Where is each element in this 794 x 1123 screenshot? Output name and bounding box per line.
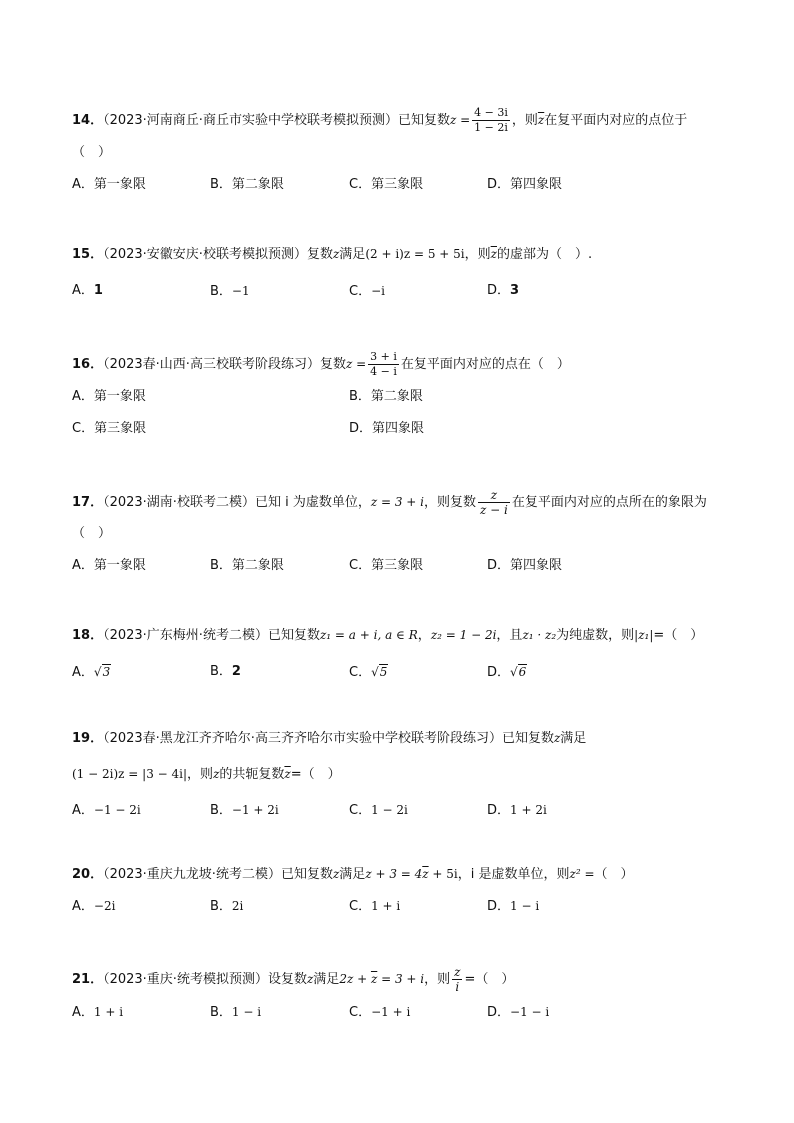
- option-text: 第一象限: [93, 558, 146, 573]
- question-14-options: [72, 176, 732, 194]
- option-b[interactable]: [210, 663, 241, 681]
- option-text: 6: [518, 665, 527, 679]
- question-19-stem-line1: [72, 729, 586, 748]
- option-label: C．: [349, 803, 372, 818]
- question-source: （2023春·黑龙江齐齐哈尔·高三齐齐哈尔市实验中学校联考阶段练习）: [103, 731, 502, 746]
- question-number: 16．: [72, 357, 104, 372]
- option-text: 第二象限: [231, 177, 284, 192]
- question-17-stem: [72, 488, 707, 517]
- question-source: （2023春·山西·高三校联考阶段练习）: [103, 357, 320, 372]
- stem-text: 设复数: [267, 972, 307, 987]
- option-label: C．: [349, 177, 372, 192]
- option-label: B．: [210, 558, 232, 573]
- option-label: A．: [72, 665, 94, 680]
- question-number: 21．: [72, 972, 104, 987]
- option-c[interactable]: [349, 282, 385, 301]
- option-text: 第一象限: [93, 177, 146, 192]
- option-text: −1: [231, 284, 250, 298]
- option-text: 第四象限: [510, 177, 563, 192]
- fraction-denominator: z − i: [480, 503, 508, 517]
- option-text: 第四象限: [510, 558, 563, 573]
- question-19-options: [72, 801, 732, 819]
- fraction-numerator: 3 + i: [370, 350, 397, 363]
- option-label: C．: [349, 558, 372, 573]
- stem-text: 已知 i 为虚数单位，: [254, 495, 371, 510]
- option-label: B．: [210, 1005, 232, 1020]
- equation: (1 − 2i)z = |3 − 4i|: [72, 767, 188, 781]
- math-zbar: $\overline{z}$: [490, 247, 497, 261]
- equation: z² =: [569, 867, 595, 881]
- option-text: 2: [231, 664, 241, 679]
- stem-text: 满足: [560, 731, 587, 746]
- option-a[interactable]: [72, 801, 141, 820]
- equation: z + 3 = 4: [365, 867, 423, 881]
- option-d[interactable]: [487, 897, 539, 916]
- option-text: 2i: [231, 899, 244, 913]
- option-c[interactable]: [349, 1003, 410, 1022]
- option-text: 1 − 2i: [371, 803, 408, 817]
- stem-text: 复数: [319, 357, 346, 372]
- stem-text: ，则复数: [424, 495, 477, 510]
- question-16-options-row2: [72, 420, 732, 438]
- option-a[interactable]: [72, 282, 103, 300]
- option-text: −1 − 2i: [93, 803, 141, 817]
- option-c[interactable]: [349, 897, 400, 916]
- option-label: A．: [72, 803, 94, 818]
- option-b[interactable]: [349, 388, 423, 406]
- option-text: 第三象限: [371, 558, 424, 573]
- question-17-paren: （ ）: [72, 526, 112, 541]
- question-18-options: [72, 663, 732, 681]
- option-text: 第一象限: [93, 389, 146, 404]
- math-z: z =: [345, 357, 367, 371]
- stem-text: 满足: [339, 247, 366, 262]
- math-z: z: [332, 867, 340, 881]
- fraction-numerator: z: [478, 488, 510, 503]
- stem-text: ，: [417, 628, 431, 643]
- stem-text: 的虚部为（ ）.: [496, 247, 593, 262]
- option-text: 3: [510, 283, 520, 298]
- question-16-options-row1: [72, 388, 732, 406]
- stem-text: 已知复数: [267, 628, 320, 643]
- option-b[interactable]: [210, 557, 284, 575]
- stem-text: =（ ）: [464, 972, 515, 987]
- option-b[interactable]: [210, 176, 284, 194]
- option-label: B．: [349, 389, 371, 404]
- math-zbar: $\overline{z}$: [284, 767, 291, 781]
- equation: 2z +: [339, 972, 371, 986]
- equation: |z₁|: [634, 628, 654, 642]
- option-text: 5: [379, 665, 388, 679]
- option-d[interactable]: [487, 1003, 549, 1022]
- option-d[interactable]: [487, 282, 519, 300]
- stem-text: =（ ）: [290, 767, 341, 782]
- stem-text: =（ ）: [653, 628, 704, 643]
- question-15-options: [72, 282, 732, 300]
- option-b[interactable]: [210, 801, 279, 820]
- question-number: 14．: [72, 113, 104, 128]
- question-number: 15．: [72, 247, 104, 262]
- option-label: C．: [349, 1005, 372, 1020]
- stem-text: 满足: [339, 867, 366, 882]
- option-label: D．: [487, 1005, 511, 1020]
- option-c[interactable]: [349, 801, 408, 820]
- option-b[interactable]: [210, 1003, 261, 1022]
- stem-text: 已知复数: [397, 113, 450, 128]
- stem-text: ，则: [187, 767, 214, 782]
- stem-text: ，i 是虚数单位，则: [457, 867, 570, 882]
- option-d[interactable]: [487, 176, 562, 194]
- option-text: 1 + i: [371, 899, 401, 913]
- stem-text: 在复平面内对应的点位于: [544, 113, 688, 128]
- equation: z₁ · z₂: [522, 628, 557, 642]
- option-text: 第二象限: [231, 558, 284, 573]
- stem-text: 满足: [313, 972, 340, 987]
- question-20-options: [72, 897, 732, 915]
- option-a[interactable]: [72, 663, 111, 682]
- option-label: C．: [72, 421, 95, 436]
- question-17-options: [72, 557, 732, 575]
- option-d[interactable]: [487, 801, 547, 820]
- math-zbar: $\overline{z}$: [370, 972, 378, 986]
- option-d[interactable]: [349, 420, 424, 438]
- sqrt: √6: [510, 665, 527, 679]
- option-c[interactable]: [349, 663, 388, 682]
- fraction-numerator: z: [454, 965, 461, 979]
- math-z: z =: [449, 113, 471, 127]
- option-label: C．: [349, 899, 372, 914]
- option-label: D．: [487, 558, 511, 573]
- question-source: （2023·河南商丘·商丘市实验中学校联考模拟预测）: [103, 113, 398, 128]
- equation: z = 3 + i: [370, 495, 425, 509]
- question-15-stem: [72, 245, 592, 264]
- fraction-denominator: i: [455, 980, 460, 994]
- equation: z₁ = a + i, a ∈ R: [319, 628, 418, 642]
- option-d[interactable]: [487, 663, 527, 682]
- equation: = 3 + i: [377, 972, 425, 986]
- question-number: 19．: [72, 731, 104, 746]
- option-text: 1 + 2i: [510, 803, 547, 817]
- option-text: 1 + i: [93, 1005, 124, 1019]
- question-source: （2023·湖南·校联考二模）: [103, 495, 255, 510]
- option-b[interactable]: [210, 282, 250, 301]
- question-14-stem: [72, 106, 687, 135]
- stem-text: ，则: [424, 972, 451, 987]
- question-18-stem: [72, 626, 703, 645]
- question-source: （2023·广东梅州·统考二模）: [103, 628, 268, 643]
- question-source: （2023·安徽安庆·校联考模拟预测）: [103, 247, 307, 262]
- option-text: 1: [93, 283, 103, 298]
- option-text: 3: [102, 665, 111, 679]
- option-text: 第三象限: [94, 421, 147, 436]
- option-label: C．: [349, 284, 372, 299]
- option-text: 1 − i: [231, 1005, 262, 1019]
- sqrt: √5: [371, 665, 388, 679]
- fraction: [478, 488, 510, 517]
- fraction: [472, 106, 510, 135]
- question-number: 20．: [72, 867, 104, 882]
- option-text: −1 − i: [510, 1005, 550, 1019]
- fraction: [452, 965, 462, 994]
- option-c[interactable]: [349, 557, 423, 575]
- stem-text: 已知复数: [280, 867, 333, 882]
- option-label: A．: [72, 1005, 94, 1020]
- option-a[interactable]: [72, 897, 115, 916]
- option-text: 第三象限: [371, 177, 424, 192]
- option-text: −1 + 2i: [231, 803, 279, 817]
- fraction-denominator: 4 − i: [370, 365, 397, 378]
- question-source: （2023·重庆九龙坡·统考二模）: [103, 867, 281, 882]
- equation: z₂ = 1 − 2i: [430, 628, 497, 642]
- option-label: D．: [349, 421, 373, 436]
- option-a[interactable]: [72, 557, 146, 575]
- option-text: −1 + i: [371, 1005, 411, 1019]
- option-d[interactable]: [487, 557, 562, 575]
- stem-text: ，且: [496, 628, 523, 643]
- question-source: （2023·重庆·统考模拟预测）: [103, 972, 268, 987]
- option-label: D．: [487, 283, 511, 298]
- equation: (2 + i)z = 5 + 5i: [365, 247, 465, 261]
- option-text: 第二象限: [370, 389, 423, 404]
- option-label: D．: [487, 899, 511, 914]
- math-zbar: $\overline{z}$: [537, 113, 545, 127]
- stem-text: 在复平面内对应的点在（ ）: [400, 357, 570, 372]
- question-19-stem-line2: [72, 765, 341, 784]
- option-label: A．: [72, 558, 94, 573]
- math-z: z: [332, 247, 340, 261]
- option-c[interactable]: [72, 420, 146, 438]
- fraction: [368, 350, 399, 379]
- stem-text: 在复平面内对应的点所在的象限为: [511, 495, 707, 510]
- question-number: 17．: [72, 495, 104, 510]
- stem-text: 已知复数: [501, 731, 554, 746]
- question-21-stem: [72, 965, 514, 994]
- option-label: D．: [487, 177, 511, 192]
- option-label: A．: [72, 283, 94, 298]
- question-20-stem: [72, 865, 634, 884]
- option-c[interactable]: [349, 176, 423, 194]
- option-text: 1 − i: [510, 899, 540, 913]
- stem-text: 复数: [306, 247, 333, 262]
- option-a[interactable]: [72, 176, 146, 194]
- option-label: B．: [210, 803, 232, 818]
- option-label: D．: [487, 803, 511, 818]
- stem-text: 为纯虚数，则: [556, 628, 635, 643]
- question-16-stem: [72, 350, 570, 379]
- stem-text: ，则: [511, 113, 538, 128]
- option-label: B．: [210, 899, 232, 914]
- option-a[interactable]: [72, 388, 146, 406]
- stem-text: ，则: [464, 247, 491, 262]
- option-text: −i: [371, 284, 385, 298]
- fraction-numerator: 4 − 3i: [474, 106, 508, 119]
- equation: + 5i: [428, 867, 458, 881]
- option-label: B．: [210, 284, 232, 299]
- option-label: C．: [349, 665, 372, 680]
- option-label: A．: [72, 177, 94, 192]
- math-z: z: [306, 972, 314, 986]
- question-14-paren: （ ）: [72, 145, 112, 160]
- math-zbar: $\overline{z}$: [422, 867, 429, 881]
- option-label: A．: [72, 899, 94, 914]
- fraction-denominator: 1 − 2i: [474, 121, 508, 134]
- question-number: 18．: [72, 628, 104, 643]
- math-z: z: [213, 767, 220, 781]
- option-label: B．: [210, 177, 232, 192]
- sqrt: √3: [93, 665, 111, 679]
- option-label: A．: [72, 389, 94, 404]
- question-21-options: [72, 1003, 732, 1021]
- stem-text: （ ）: [594, 867, 634, 882]
- option-label: B．: [210, 664, 232, 679]
- option-b[interactable]: [210, 897, 243, 916]
- option-label: D．: [487, 665, 511, 680]
- option-text: 第四象限: [372, 421, 425, 436]
- option-a[interactable]: [72, 1003, 123, 1022]
- math-z: z: [553, 731, 561, 745]
- stem-text: 的共轭复数: [219, 767, 285, 782]
- option-text: −2i: [93, 899, 116, 913]
